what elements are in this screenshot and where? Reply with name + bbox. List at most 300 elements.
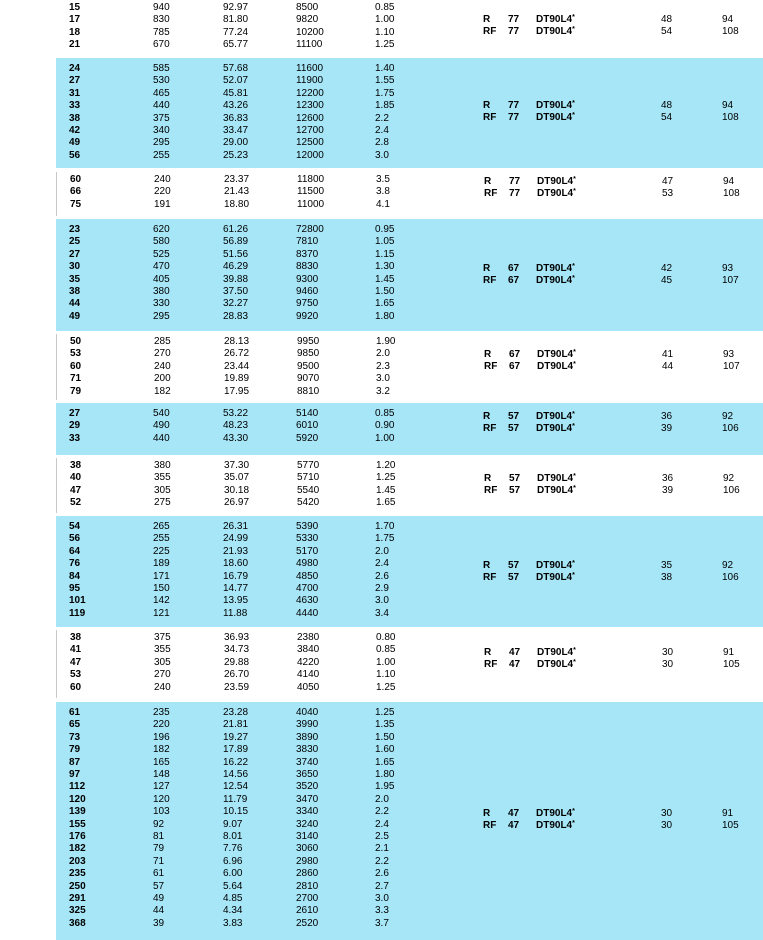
model-type-cell-text: R	[483, 808, 491, 819]
motor-cell-text: DT90L4	[537, 349, 574, 360]
speed-cell: 127	[153, 781, 170, 793]
service-factor-cell: 3.4	[375, 607, 389, 619]
torque-cell: 92.97	[223, 2, 249, 13]
speed-cell: 79	[153, 843, 165, 855]
load-cell: 8810	[297, 385, 320, 397]
motor-cell-text: DT90L4	[536, 100, 573, 111]
service-factor-cell: 2.2	[375, 112, 389, 124]
torque-cell: 6.96	[223, 855, 243, 867]
model-row	[57, 656, 763, 671]
weight-cell-text: 35	[661, 560, 673, 571]
model-row	[56, 263, 763, 275]
service-factor-cell: 0.90	[375, 420, 395, 432]
table-row	[56, 298, 395, 310]
weight-flange-cell-text: 92	[722, 411, 734, 422]
ratio-cell: 49	[69, 137, 81, 149]
table-row	[56, 880, 389, 893]
model-size-cell-text: 47	[509, 659, 521, 671]
model-type-cell-text: R	[484, 473, 492, 484]
service-factor-cell: 2.2	[375, 855, 389, 867]
table-row	[56, 855, 389, 868]
model-size-cell	[508, 560, 519, 572]
model-type-cell-text: RF	[483, 112, 497, 124]
load-cell: 4980	[296, 558, 319, 570]
torque-cell: 25.23	[223, 149, 249, 161]
speed-cell: 305	[154, 484, 171, 496]
weight-flange-cell	[722, 26, 739, 38]
weight-cell	[661, 26, 672, 38]
model-type-cell	[484, 473, 491, 485]
speed-cell: 81	[153, 831, 165, 842]
table-row	[56, 905, 389, 917]
motor-cell-text: DT90L4	[536, 423, 573, 435]
load-cell: 3840	[297, 644, 320, 656]
footnote-mark: *	[573, 349, 576, 356]
ratio-cell: 27	[69, 75, 81, 87]
speed-cell: 225	[153, 545, 170, 557]
model-type-cell-text: RF	[483, 572, 497, 584]
weight-flange-cell-text: 106	[722, 423, 739, 435]
model-type-cell	[484, 485, 497, 497]
ratio-cell: 38	[70, 460, 82, 471]
service-factor-cell: 1.25	[376, 681, 396, 693]
table-row	[56, 87, 395, 100]
footnote-mark: *	[572, 423, 575, 431]
weight-cell	[662, 188, 673, 200]
table-row	[56, 545, 389, 558]
speed-cell: 785	[153, 26, 170, 38]
table-row	[56, 769, 395, 781]
footnote-mark: *	[573, 361, 576, 369]
load-cell: 3140	[296, 831, 319, 842]
service-factor-cell: 2.7	[375, 880, 389, 892]
weight-flange-cell	[723, 349, 734, 361]
ratio-cell: 79	[69, 744, 81, 756]
speed-cell: 285	[154, 336, 171, 347]
speed-cell: 330	[153, 298, 170, 310]
ratio-cell: 65	[69, 719, 81, 731]
model-type-cell	[483, 275, 496, 287]
service-factor-cell: 2.8	[375, 137, 389, 149]
service-factor-cell: 1.40	[375, 63, 395, 74]
service-factor-cell: 2.0	[375, 793, 389, 805]
service-factor-cell: 3.0	[376, 373, 390, 385]
speed-cell: 585	[153, 63, 170, 74]
weight-cell	[661, 14, 672, 26]
torque-cell: 51.56	[223, 248, 249, 260]
model-row	[56, 560, 763, 572]
load-cell: 2520	[296, 917, 319, 929]
ratio-cell: 24	[69, 63, 81, 74]
load-cell: 9500	[297, 360, 320, 372]
table-row	[57, 385, 390, 398]
weight-cell-text: 30	[662, 659, 674, 671]
model-row	[56, 112, 763, 124]
weight-cell-text: 54	[661, 26, 673, 38]
motor-cell-text: DT90L4	[536, 572, 573, 584]
load-cell: 4630	[296, 595, 319, 607]
model-type-cell-text: RF	[484, 485, 498, 497]
model-row	[57, 473, 763, 485]
weight-cell-text: 48	[661, 14, 673, 25]
torque-cell: 36.83	[223, 112, 249, 124]
weight-flange-cell	[722, 112, 739, 124]
weight-cell	[661, 112, 672, 124]
row-group	[56, 0, 763, 55]
speed-cell: 71	[153, 855, 165, 867]
motor-cell-text: DT90L4	[536, 275, 573, 287]
model-size-cell	[509, 188, 520, 200]
model-type-cell-text: R	[484, 647, 492, 658]
ratio-cell: 60	[70, 360, 82, 372]
ratio-cell: 52	[70, 497, 82, 509]
model-row	[57, 361, 763, 373]
speed-cell: 165	[153, 756, 170, 768]
ratio-cell: 56	[69, 533, 81, 545]
ratio-cell: 84	[69, 570, 81, 582]
load-cell: 3240	[296, 818, 319, 830]
service-factor-cell: 1.55	[375, 75, 395, 87]
torque-cell: 21.93	[223, 545, 249, 557]
speed-cell: 150	[153, 583, 170, 594]
service-factor-cell: 0.95	[375, 224, 395, 235]
torque-cell: 30.18	[224, 484, 250, 496]
model-size-cell	[509, 659, 520, 671]
ratio-cell: 97	[69, 769, 81, 780]
service-factor-cell: 1.25	[375, 707, 395, 718]
model-type-cell	[484, 647, 491, 659]
table-row	[57, 681, 396, 694]
torque-cell: 43.26	[223, 100, 249, 112]
ratio-cell: 155	[69, 818, 86, 830]
service-factor-cell: 1.05	[375, 236, 395, 248]
weight-flange-cell-text: 107	[723, 361, 740, 373]
motor-cell	[537, 176, 576, 188]
speed-cell: 57	[153, 880, 165, 892]
motor-cell-text: DT90L4	[537, 659, 574, 671]
ratio-cell: 325	[69, 905, 86, 917]
model-type-cell	[483, 112, 496, 124]
speed-cell: 270	[154, 348, 171, 360]
model-type-cell	[483, 423, 496, 435]
table-row	[56, 719, 395, 731]
torque-cell: 23.44	[224, 360, 250, 372]
model-size-cell-text: 57	[508, 411, 520, 422]
row-group	[56, 458, 763, 513]
model-size-cell	[509, 361, 520, 373]
weight-flange-cell	[722, 808, 733, 820]
motor-cell-text: DT90L4	[537, 176, 574, 187]
model-size-cell-text: 57	[508, 423, 520, 435]
service-factor-cell: 1.75	[375, 87, 395, 99]
service-factor-cell: 4.1	[376, 198, 390, 210]
service-factor-cell: 1.45	[375, 273, 395, 285]
service-factor-cell: 1.15	[375, 248, 395, 260]
load-cell: 9070	[297, 373, 320, 385]
ratio-cell: 42	[69, 125, 81, 136]
service-factor-cell: 2.5	[375, 831, 389, 842]
load-cell: 12500	[296, 137, 324, 149]
service-factor-cell: 1.45	[376, 484, 396, 496]
table-row	[56, 2, 395, 14]
torque-cell: 45.81	[223, 87, 249, 99]
motor-cell	[536, 26, 575, 38]
weight-flange-cell-text: 105	[723, 659, 740, 671]
model-type-cell	[483, 808, 490, 820]
footnote-mark: *	[573, 176, 576, 183]
motor-cell	[536, 112, 575, 124]
weight-flange-cell-text: 93	[723, 349, 735, 360]
service-factor-cell: 1.65	[376, 497, 396, 509]
model-size-cell-text: 47	[508, 808, 520, 819]
torque-cell: 37.30	[224, 460, 250, 471]
model-size-cell	[508, 26, 519, 38]
load-cell: 11900	[296, 75, 324, 87]
torque-cell: 43.30	[223, 432, 249, 444]
weight-flange-cell-text: 94	[723, 176, 735, 187]
ratio-cell: 30	[69, 261, 81, 273]
speed-cell: 295	[153, 137, 170, 149]
torque-cell: 12.54	[223, 781, 249, 793]
speed-cell: 340	[153, 125, 170, 136]
service-factor-cell: 1.25	[375, 39, 395, 51]
model-row	[56, 26, 763, 38]
table-row	[56, 149, 389, 162]
table-row	[56, 248, 395, 261]
model-type-cell	[484, 176, 491, 188]
speed-cell: 39	[153, 917, 165, 929]
model-size-cell-text: 77	[508, 112, 520, 124]
weight-flange-cell-text: 106	[723, 485, 740, 497]
ratio-cell: 50	[70, 336, 82, 347]
ratio-cell: 61	[69, 707, 81, 718]
load-cell: 72800	[296, 224, 324, 235]
speed-cell: 530	[153, 75, 170, 87]
service-factor-cell: 1.90	[376, 336, 396, 347]
ratio-cell: 41	[70, 644, 82, 656]
footnote-mark: *	[572, 263, 575, 270]
torque-cell: 39.88	[223, 273, 249, 285]
load-cell: 2860	[296, 868, 319, 880]
service-factor-cell: 1.65	[375, 756, 395, 768]
motor-cell	[537, 647, 576, 659]
ratio-cell: 176	[69, 831, 86, 842]
service-factor-cell: 0.80	[376, 632, 396, 643]
weight-cell	[661, 808, 672, 820]
table-row	[56, 868, 389, 880]
ratio-cell: 21	[69, 39, 81, 51]
motor-cell	[537, 473, 576, 485]
service-factor-cell: 1.30	[375, 261, 395, 273]
footnote-mark: *	[573, 659, 576, 667]
load-cell: 11600	[296, 63, 324, 74]
footnote-mark: *	[572, 100, 575, 107]
load-cell: 12000	[296, 149, 324, 161]
torque-cell: 14.56	[223, 769, 249, 780]
motor-cell	[537, 659, 576, 671]
model-row	[56, 100, 763, 112]
weight-cell	[662, 349, 673, 361]
model-type-cell-text: R	[483, 100, 491, 111]
model-size-cell-text: 57	[509, 473, 521, 484]
torque-cell: 21.81	[223, 719, 249, 731]
load-cell: 11000	[297, 198, 325, 210]
table-row	[56, 731, 395, 744]
speed-cell: 380	[153, 286, 170, 297]
table-row	[56, 707, 395, 719]
torque-cell: 53.22	[223, 408, 249, 419]
service-factor-cell: 2.4	[375, 818, 389, 830]
weight-flange-cell	[722, 560, 733, 572]
model-type-cell	[483, 263, 490, 275]
torque-cell: 16.79	[223, 570, 249, 582]
model-row	[56, 411, 763, 423]
model-size-cell-text: 47	[509, 647, 521, 658]
speed-cell: 830	[153, 14, 170, 26]
torque-cell: 34.73	[224, 644, 250, 656]
load-cell: 12600	[296, 112, 324, 124]
ratio-cell: 25	[69, 236, 81, 248]
torque-cell: 19.89	[224, 373, 250, 385]
torque-cell: 11.79	[223, 793, 248, 805]
row-group	[56, 403, 763, 455]
model-type-cell	[483, 820, 496, 832]
model-type-cell-text: RF	[484, 659, 498, 671]
footnote-mark: *	[572, 560, 575, 567]
table-row	[57, 373, 390, 385]
model-size-cell	[508, 100, 519, 112]
torque-cell: 29.00	[223, 137, 249, 149]
weight-cell-text: 45	[661, 275, 673, 287]
weight-flange-cell-text: 92	[722, 560, 734, 571]
weight-flange-cell	[723, 361, 740, 373]
model-type-cell-text: R	[483, 14, 491, 25]
motor-cell	[536, 808, 575, 820]
model-size-cell-text: 47	[508, 820, 520, 832]
model-type-cell-text: RF	[483, 423, 497, 435]
speed-cell: 200	[154, 373, 171, 385]
service-factor-cell: 1.20	[376, 460, 396, 471]
service-factor-cell: 3.3	[375, 905, 389, 917]
torque-cell: 11.88	[223, 607, 248, 619]
load-cell: 3060	[296, 843, 319, 855]
load-cell: 3740	[296, 756, 319, 768]
torque-cell: 46.29	[223, 261, 249, 273]
table-row	[57, 632, 396, 644]
load-cell: 5420	[297, 497, 320, 509]
load-cell: 4700	[296, 583, 319, 594]
torque-cell: 23.59	[224, 681, 250, 693]
load-cell: 5390	[296, 521, 319, 532]
speed-cell: 440	[153, 432, 170, 444]
torque-cell: 7.76	[223, 843, 243, 855]
service-factor-cell: 3.0	[375, 893, 389, 904]
service-factor-cell: 2.0	[376, 348, 390, 360]
weight-cell	[662, 473, 673, 485]
table-row	[56, 756, 395, 769]
ratio-cell: 38	[70, 632, 82, 643]
weight-flange-cell	[722, 423, 739, 435]
service-factor-cell: 1.70	[375, 521, 395, 532]
torque-cell: 28.13	[224, 336, 250, 347]
model-size-cell-text: 67	[508, 275, 520, 287]
motor-cell	[536, 572, 575, 584]
torque-cell: 32.27	[223, 298, 249, 310]
ratio-cell: 17	[69, 14, 81, 26]
model-size-cell	[508, 572, 519, 584]
weight-cell-text: 48	[661, 100, 673, 111]
weight-cell	[661, 263, 672, 275]
ratio-cell: 44	[69, 298, 81, 310]
load-cell: 10200	[296, 26, 324, 38]
weight-flange-cell-text: 108	[723, 188, 740, 200]
speed-cell: 121	[153, 607, 170, 619]
model-size-cell	[508, 112, 519, 124]
service-factor-cell: 3.8	[376, 186, 390, 198]
ratio-cell: 38	[69, 286, 81, 297]
table-row	[56, 236, 395, 248]
weight-flange-cell-text: 105	[722, 820, 739, 832]
model-type-cell-text: RF	[483, 820, 497, 832]
weight-cell	[661, 572, 672, 584]
load-cell: 5540	[297, 484, 320, 496]
weight-flange-cell-text: 91	[723, 647, 735, 658]
weight-cell	[661, 820, 672, 832]
ratio-cell: 368	[69, 917, 86, 929]
weight-flange-cell-text: 91	[722, 808, 734, 819]
torque-cell: 37.50	[223, 286, 249, 297]
model-row	[57, 188, 763, 200]
motor-cell	[536, 820, 575, 832]
speed-cell: 265	[153, 521, 170, 532]
ratio-cell: 291	[69, 893, 86, 904]
row-group	[56, 219, 763, 331]
weight-flange-cell-text: 108	[722, 26, 739, 38]
ratio-cell: 54	[69, 521, 81, 532]
model-type-cell-text: R	[483, 263, 491, 274]
weight-cell-text: 44	[662, 361, 674, 373]
speed-cell: 940	[153, 2, 170, 13]
torque-cell: 28.83	[223, 310, 249, 322]
weight-cell-text: 30	[662, 647, 674, 658]
service-factor-cell: 1.00	[376, 656, 396, 668]
service-factor-cell: 0.85	[375, 408, 395, 419]
load-cell: 2810	[296, 880, 319, 892]
motor-cell	[536, 263, 575, 275]
service-factor-cell: 1.50	[375, 286, 395, 297]
model-size-cell-text: 77	[509, 176, 521, 187]
model-size-cell-text: 57	[508, 560, 520, 571]
weight-cell-text: 36	[661, 411, 673, 422]
model-size-cell	[509, 176, 520, 188]
service-factor-cell: 1.10	[376, 669, 396, 681]
load-cell: 5770	[297, 460, 320, 471]
weight-flange-cell	[722, 275, 739, 287]
service-factor-cell: 0.85	[375, 2, 395, 13]
load-cell: 3470	[296, 793, 319, 805]
service-factor-cell: 2.4	[375, 125, 389, 136]
load-cell: 4050	[297, 681, 320, 693]
model-size-cell-text: 67	[508, 263, 520, 274]
load-cell: 8500	[296, 2, 319, 13]
service-factor-cell: 1.75	[375, 533, 395, 545]
ratio-cell: 64	[69, 545, 81, 557]
weight-flange-cell	[723, 647, 734, 659]
load-cell: 8370	[296, 248, 319, 260]
speed-cell: 220	[153, 719, 170, 731]
row-group	[56, 516, 763, 627]
speed-cell: 440	[153, 100, 170, 112]
